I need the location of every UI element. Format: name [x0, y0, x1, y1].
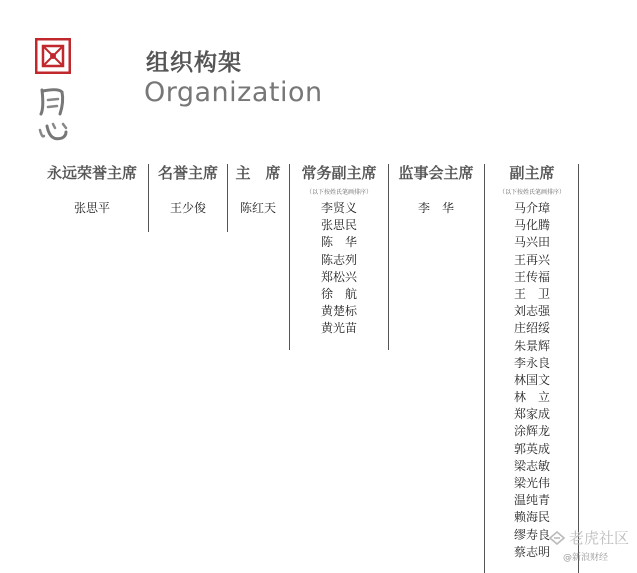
- name-item: 涂辉龙: [513, 424, 550, 439]
- name-item: 王再兴: [513, 252, 550, 267]
- column-header: 永远荣誉主席: [46, 164, 137, 182]
- name-item: 黄光苗: [320, 321, 357, 336]
- column-vice-chairman: [487, 164, 577, 561]
- column-note: （以下按姓氏笔画排序）: [498, 189, 565, 196]
- name-item: 李永良: [513, 355, 550, 370]
- name-item: 李 华: [417, 201, 454, 215]
- name-item: 马兴田: [513, 235, 550, 250]
- logo-seal-icon: [35, 38, 71, 74]
- name-item: 林 立: [513, 390, 550, 405]
- column-header: 常务副主席: [301, 164, 377, 182]
- column-header: 名誉主席: [157, 164, 218, 182]
- name-list: [292, 200, 386, 338]
- name-item: 蔡志明: [513, 544, 550, 559]
- calligraphy-icon: [36, 80, 76, 152]
- name-item: 李贤义: [320, 201, 357, 215]
- name-item: 郭英成: [513, 441, 550, 456]
- column-divider: [578, 164, 579, 573]
- name-item: 王少俊: [169, 201, 206, 215]
- name-item: 王 卫: [513, 286, 550, 301]
- name-item: 梁志敏: [513, 458, 550, 473]
- name-item: 徐 航: [320, 286, 357, 301]
- name-list: [391, 200, 481, 217]
- name-item: 马化腾: [513, 218, 550, 233]
- name-item: 王传福: [513, 269, 550, 284]
- page-subtitle: Organization: [144, 77, 323, 108]
- column-executive-vice-chairman: [292, 164, 386, 338]
- name-item: 梁光伟: [513, 476, 550, 490]
- column-honorary-lifetime-chairman: [38, 164, 146, 217]
- column-header: 副主席: [509, 164, 555, 182]
- page-title: 组织构架: [146, 50, 242, 76]
- column-note: （以下按姓氏笔画排序）: [305, 189, 372, 196]
- column-supervisory-board-chairman: [391, 164, 481, 217]
- watermark-main-text: 老虎社区: [568, 529, 629, 547]
- name-item: 陈 华: [320, 235, 357, 250]
- column-honorary-chairman: [152, 164, 224, 217]
- name-item: 庄绍绥: [513, 321, 550, 336]
- name-item: 刘志强: [513, 304, 550, 319]
- name-item: 陈志列: [320, 252, 357, 267]
- column-chairman: [230, 164, 286, 217]
- name-list: [38, 200, 146, 217]
- name-list: [152, 200, 224, 217]
- watermark: [549, 527, 629, 563]
- name-item: 林国文: [513, 372, 550, 387]
- name-item: 郑家成: [513, 407, 550, 422]
- column-header: 主 席: [235, 164, 281, 182]
- name-item: 黄楚标: [320, 304, 357, 319]
- column-note: [391, 186, 481, 200]
- column-divider: [388, 164, 389, 350]
- name-item: 郑松兴: [320, 269, 357, 284]
- name-item: 缪寿良: [513, 527, 550, 542]
- column-divider: [289, 164, 290, 350]
- column-divider: [227, 164, 228, 232]
- column-note: [152, 186, 224, 200]
- name-item: 朱景辉: [513, 338, 550, 353]
- name-item: 马介璋: [513, 201, 550, 215]
- name-list: [487, 200, 577, 561]
- column-note: [38, 186, 146, 200]
- name-item: 张思平: [73, 201, 110, 215]
- name-item: 张思民: [320, 218, 357, 233]
- name-list: [230, 200, 286, 217]
- name-item: 温纯青: [513, 493, 550, 508]
- name-item: 赖海民: [513, 510, 550, 525]
- column-note: [230, 186, 286, 200]
- name-item: 陈红天: [239, 201, 276, 215]
- tiger-logo-icon: [549, 531, 565, 545]
- column-header: 监事会主席: [398, 164, 474, 182]
- watermark-sub-text: @新浪财经: [562, 553, 608, 563]
- column-divider: [484, 164, 485, 573]
- column-divider: [148, 164, 149, 232]
